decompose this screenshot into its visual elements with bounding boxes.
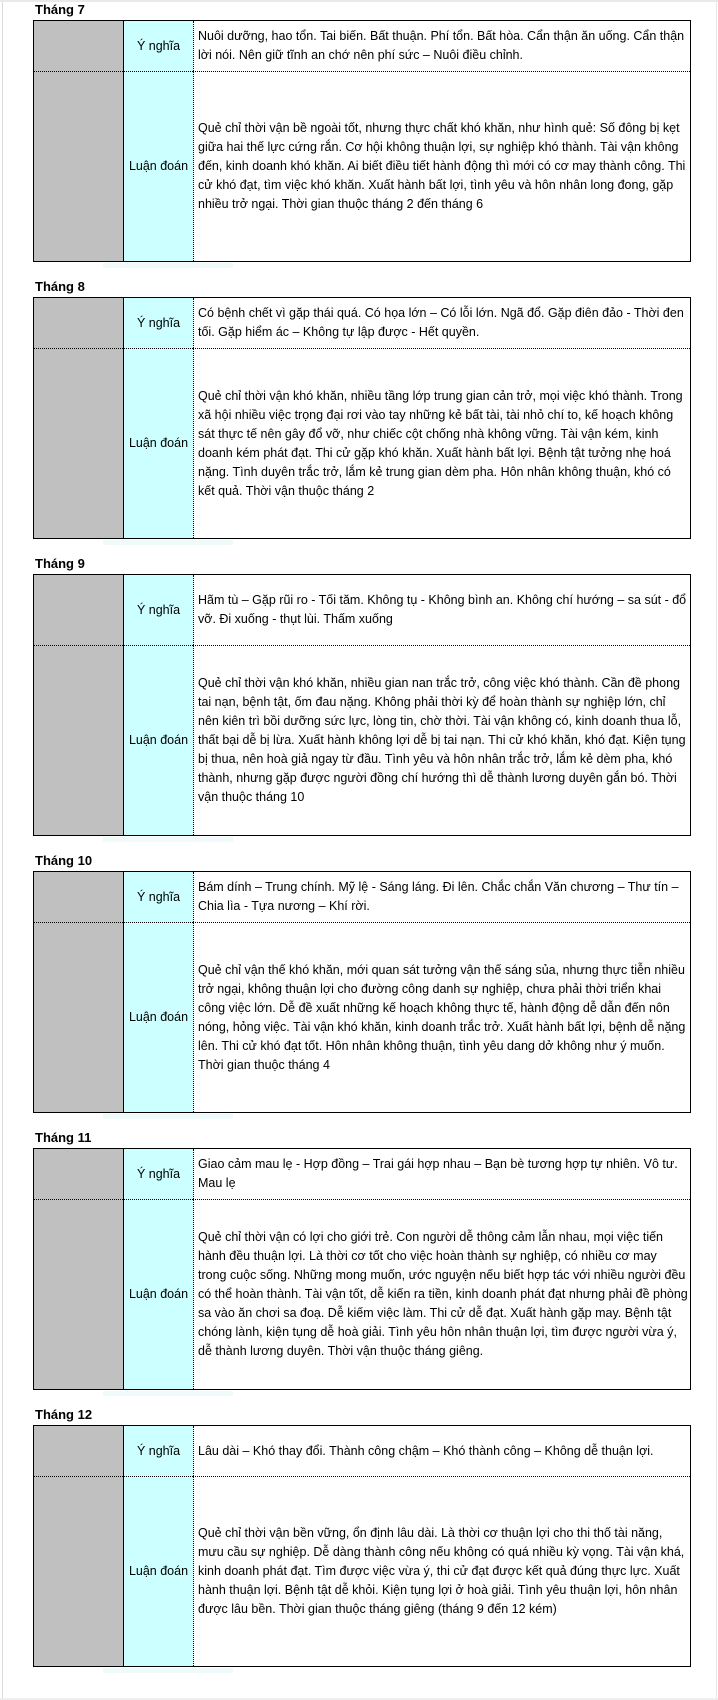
month-heading: Tháng 11 — [35, 1130, 92, 1145]
month-table — [33, 297, 691, 539]
judgment-label-cell — [123, 1199, 193, 1389]
month-section — [33, 280, 718, 545]
hexagram-placeholder-cell — [34, 1476, 123, 1666]
meaning-text: Có bệnh chết vì gặp thái quá. Có họa lớn – Có lỗi lớn. Ngã đổ. Gặp điên đảo - Thời đen tối. Gặp hiểm ác – Không tự lập được - Hết quyền. — [198, 306, 684, 339]
month-heading: Tháng 12 — [35, 1407, 93, 1422]
meaning-text: Giao cảm mau lẹ - Hợp đồng – Trai gái hợp nhau – Bạn bè tương hợp tự nhiên. Vô tư. Mau lẹ — [198, 1157, 678, 1190]
meaning-text: Nuôi dưỡng, hao tổn. Tai biến. Bất thuận. Phí tổn. Bất hòa. Cẩn thận ăn uống. Cẩn thận lời nói. Nên giữ tĩnh an chớ nên phí sức – Nuôi điều chỉnh. — [198, 29, 685, 62]
month-table — [33, 1148, 691, 1390]
month-heading: Tháng 7 — [35, 2, 85, 17]
meaning-text-cell — [193, 21, 690, 71]
month-heading: Tháng 8 — [35, 279, 85, 294]
judgment-text: Quẻ chỉ vận thế khó khăn, mới quan sát tưởng vận thế sáng sủa, nhưng thực tiễn nhiều trở ngại, không thuận lợi cho đường công danh sự nghiệp, chưa phải thời triển khai công việc lớn. Dễ đề xuất những kế hoạch không thực tế, hành động dễ dẫn đến nôn nóng, hỏng việc. Tài vận khó khăn, kinh doanh trắc trở. Xuất hành bất lợi, bệnh dễ nặng lên. Thi cử khó đạt tốt. Hôn nhân không thuận, tình yêu dang dở không như ý muốn. Thời gian thuộc tháng 4 — [198, 962, 686, 1072]
judgment-text-cell — [193, 71, 690, 261]
meaning-label: Ý nghĩa — [136, 1443, 181, 1458]
judgment-text: Quẻ chỉ thời vận khó khăn, nhiều tầng lớp trung gian cản trở, mọi việc khó thành. Trong xã hội nhiều việc trọng đại rơi vào tay những kẻ bất tài, tài nhỏ chí to, kế hoạch không sát thực tế nên gây đổ vỡ, như chiếc cột chống nhà không vững. Tài vận kém, kinh doanh kém phát đạt. Thi cử gặp khó khăn. Xuất hành bất lợi. Bệnh tật tưởng nhẹ hoá nặng. Tình duyên trắc trở, lắm kẻ trung gian dèm pha. Hôn nhân không thuận, khó có kết quả. Thời vận thuộc tháng 2 — [198, 388, 683, 498]
judgment-text-cell — [193, 1199, 690, 1389]
table-shadow-artifact — [103, 1668, 233, 1673]
judgment-label-cell — [123, 71, 193, 261]
judgment-label-cell — [123, 1476, 193, 1666]
month-section — [33, 1131, 718, 1396]
meaning-text-cell — [193, 1426, 690, 1476]
meaning-label-cell — [123, 872, 193, 922]
meaning-text: Bám dính – Trung chính. Mỹ lệ - Sáng láng. Đi lên. Chắc chắn Văn chương – Thư tín – Chia lìa - Tựa nương – Khí rời. — [198, 880, 679, 913]
hexagram-placeholder-cell — [34, 71, 123, 261]
hexagram-placeholder-cell — [34, 1149, 123, 1199]
judgment-text-cell — [193, 922, 690, 1112]
meaning-label: Ý nghĩa — [136, 889, 181, 904]
meaning-text-cell — [193, 1149, 690, 1199]
meaning-text-cell — [193, 872, 690, 922]
judgment-text: Quẻ chỉ thời vận khó khăn, nhiều gian nan trắc trở, công việc khó thành. Cần đề phong tai nạn, bệnh tật, ốm đau nặng. Không phải thời kỳ để hoàn thành sự nghiệp lớn, chỉ nên kiên trì bồi dưỡng sức lực, lòng tin, chờ thời. Tài vận không có, kinh doanh thua lỗ, thất bại dễ bị lừa. Xuất hành không lợi dễ bị tai nạn. Thi cử khó khăn, khó đạt. Kiện tụng bị thua, nên hoà giả ngay từ đầu. Tình yêu và hôn nhân trắc trở, lắm kẻ dèm pha, khó thành, nhưng gặp được người đồng chí hướng thì dễ thành lương duyên gắn bó. Thời vận thuộc tháng 10 — [198, 676, 686, 804]
table-shadow-artifact — [103, 837, 233, 842]
month-section — [33, 1408, 718, 1673]
judgment-label-cell — [123, 348, 193, 538]
meaning-text: Hãm tù – Gặp rũi ro - Tối tăm. Không tụ - Không bình an. Không chí hướng – sa sút - đổ vỡ. Đi xuống - thụt lùi. Thấm xuống — [198, 593, 687, 626]
table-shadow-artifact — [103, 540, 233, 545]
meaning-label-cell — [123, 1426, 193, 1476]
judgment-label: Luận đoán — [128, 436, 189, 450]
hexagram-placeholder-cell — [34, 872, 123, 922]
table-shadow-artifact — [103, 263, 233, 268]
judgment-text-cell — [193, 348, 690, 538]
month-section — [33, 3, 718, 268]
meaning-text-cell — [193, 298, 690, 348]
meaning-label-cell — [123, 1149, 193, 1199]
meaning-label: Ý nghĩa — [136, 38, 181, 53]
hexagram-placeholder-cell — [34, 645, 123, 835]
month-table — [33, 1425, 691, 1667]
month-table — [33, 574, 691, 836]
judgment-label-cell — [123, 922, 193, 1112]
hexagram-placeholder-cell — [34, 1199, 123, 1389]
hexagram-placeholder-cell — [34, 1426, 123, 1476]
hexagram-placeholder-cell — [34, 21, 123, 71]
month-table — [33, 20, 691, 262]
hexagram-placeholder-cell — [34, 298, 123, 348]
hexagram-placeholder-cell — [34, 348, 123, 538]
hexagram-placeholder-cell — [34, 575, 123, 645]
judgment-label: Luận đoán — [128, 159, 189, 173]
judgment-label-cell — [123, 645, 193, 835]
judgment-text: Quẻ chỉ thời vận bề ngoài tốt, nhưng thực chất khó khăn, như hình quẻ: Số đông bị kẹt giữa hai thế lực cứng rắn. Cơ hội không thuận lợi, sự nghiệp khó thành. Tài vận không đến, kinh doanh khó khăn. Ai biết điều tiết hành động thì mới có cơ may thành công. Thi cử khó đạt, tìm việc khó khăn. Xuất hành bất lợi, tình yêu và hôn nhân long đong, gặp nhiều trở ngại. Thời gian thuộc tháng 2 đến tháng 6 — [198, 121, 686, 211]
month-section — [33, 557, 718, 842]
meaning-label-cell — [123, 298, 193, 348]
judgment-text: Quẻ chỉ thời vận có lợi cho giới trẻ. Con người dễ thông cảm lẫn nhau, mọi việc tiến hành đều thuận lợi. Là thời cơ tốt cho việc hoàn thành sự nghiệp, có nhiều cơ may trong cuộc sống. Những mong muốn, ước nguyện nếu biết hợp tác với nhiều người đều có thể hoàn thành. Tài vận tốt, dễ kiến ra tiền, kinh doanh phát đạt nhưng phải đề phòng sa vào ăn chơi sa đoạ. Dễ kiếm việc làm. Thi cử dễ đạt. Xuất hành gặp may. Bệnh tật chóng lành, kiện tụng dễ hoà giải. Tình yêu hôn nhân thuận lợi, tìm được người vừa ý, dễ thành lương duyên. Thời vận thuộc tháng giêng. — [198, 1230, 688, 1358]
month-section — [33, 854, 718, 1119]
month-table — [33, 871, 691, 1113]
month-heading: Tháng 9 — [35, 556, 85, 571]
meaning-text: Lâu dài – Khó thay đổi. Thành công chậm – Khó thành công – Không dễ thuận lợi. — [198, 1443, 654, 1458]
table-shadow-artifact — [103, 1391, 233, 1396]
meaning-text-cell — [193, 575, 690, 645]
meaning-label: Ý nghĩa — [136, 315, 181, 330]
judgment-text: Quẻ chỉ thời vận bền vững, ổn định lâu dài. Là thời cơ thuận lợi cho thi thố tài năng, mưu cầu sự nghiệp. Dễ dàng thành công nếu không có quá nhiều kỳ vọng. Tài vận khá, kinh doanh phát đạt. Tìm được việc vừa ý, thi cử đạt được kết quả đúng thực lực. Xuất hành thuận lợi. Bệnh tật dễ khỏi. Kiện tụng lợi ở hoà giải. Tình yêu thuận lợi, hôn nhân được lâu bền. Thời gian thuộc tháng giêng (tháng 9 đến 12 kém) — [198, 1526, 685, 1616]
judgment-text-cell — [193, 645, 690, 835]
judgment-label: Luận đoán — [128, 1564, 189, 1578]
judgment-label: Luận đoán — [128, 733, 189, 747]
month-heading: Tháng 10 — [35, 853, 93, 868]
judgment-text-cell — [193, 1476, 690, 1666]
meaning-label: Ý nghĩa — [136, 602, 181, 617]
judgment-label: Luận đoán — [128, 1287, 189, 1301]
meaning-label-cell — [123, 575, 193, 645]
meaning-label-cell — [123, 21, 193, 71]
hexagram-placeholder-cell — [34, 922, 123, 1112]
judgment-label: Luận đoán — [128, 1010, 189, 1024]
table-shadow-artifact — [103, 1114, 233, 1119]
meaning-label: Ý nghĩa — [136, 1166, 181, 1181]
